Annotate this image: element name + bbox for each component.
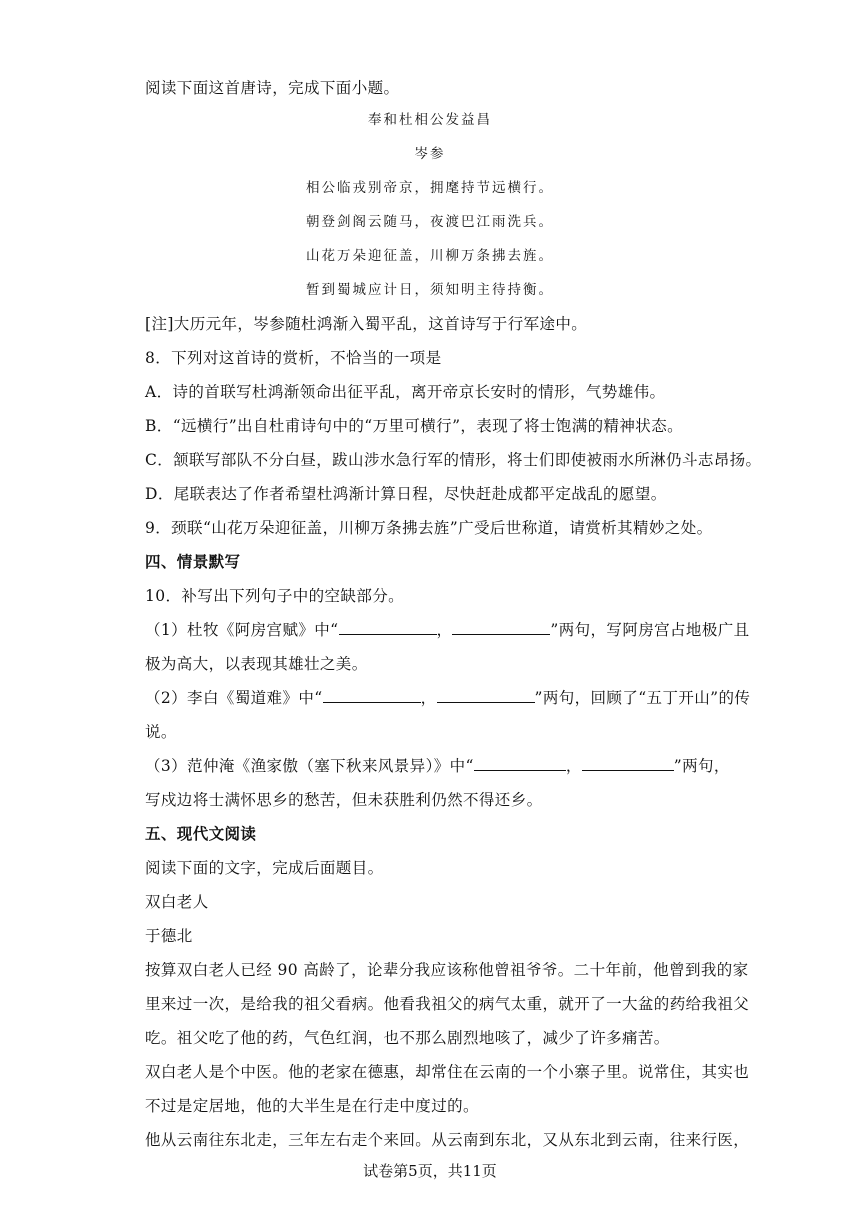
section-heading: 五、现代文阅读 xyxy=(145,824,257,843)
item-text: ”两句，写阿房宫占地极广且 xyxy=(550,621,750,639)
question-10-item-2 xyxy=(145,686,750,708)
answer-blank[interactable] xyxy=(437,688,535,703)
question-8-stem: 8．下列对这首诗的赏析，不恰当的一项是 xyxy=(145,349,442,367)
poem-line: 山花万朵迎征盖，川柳万条拂去旌。 xyxy=(306,248,554,264)
question-8-option-a: A．诗的首联写杜鸿渐领命出征平乱，离开帝京长安时的情形，气势雄伟。 xyxy=(145,383,666,401)
answer-blank[interactable] xyxy=(474,756,566,771)
item-text: （1）杜牧《阿房宫赋》中“ xyxy=(145,621,339,639)
article-paragraph-line: 双白老人是个中医。他的老家在德惠，却常住在云南的一个小寨子里。说常住，其实也 xyxy=(145,1063,750,1081)
article-paragraph-line: 吃。祖父吃了他的药，气色红润，也不那么剧烈地咳了，减少了许多痛苦。 xyxy=(145,1029,670,1047)
page-footer: 试卷第5页，共11页 xyxy=(363,1162,497,1180)
item-text: ”两句，回顾了“五丁开山”的传 xyxy=(534,689,751,707)
poem-line: 朝登剑阁云随马，夜渡巴江雨洗兵。 xyxy=(306,214,554,230)
question-8-option-c: C．颔联写部队不分白昼，跋山涉水急行军的情形，将士们即使被雨水所淋仍斗志昂扬。 xyxy=(145,451,762,469)
item-separator: ， xyxy=(565,757,582,775)
article-paragraph-line: 里来过一次，是给我的祖父看病。他看我祖父的病气太重，就开了一大盆的药给我祖父 xyxy=(145,995,750,1013)
section-heading: 四、情景默写 xyxy=(145,552,241,571)
answer-blank[interactable] xyxy=(452,620,550,635)
question-10-item-2-cont: 说。 xyxy=(145,723,177,741)
question-9: 9．颈联“山花万朵迎征盖，川柳万条拂去旌”广受后世称道，请赏析其精妙之处。 xyxy=(145,519,713,537)
article-paragraph-line: 按算双白老人已经 90 高龄了，论辈分我应该称他曾祖爷爷。二十年前，他曾到我的家 xyxy=(145,961,749,979)
answer-blank[interactable] xyxy=(323,688,421,703)
poem-author: 岑参 xyxy=(414,146,446,162)
question-10-item-3 xyxy=(145,754,730,776)
article-paragraph-line: 他从云南往东北走，三年左右走个来回。从云南到东北，又从东北到云南，往来行医， xyxy=(145,1131,750,1149)
question-8-option-b: B．“远横行”出自杜甫诗句中的“万里可横行”，表现了将士饱满的精神状态。 xyxy=(145,417,683,435)
poem-note: [注]大历元年，岑参随杜鸿渐入蜀平乱，这首诗写于行军途中。 xyxy=(145,315,588,333)
reading-instruction: 阅读下面这首唐诗，完成下面小题。 xyxy=(145,79,400,97)
question-10-stem: 10．补写出下列句子中的空缺部分。 xyxy=(145,587,405,605)
question-8-option-d: D．尾联表达了作者希望杜鸿渐计算日程，尽快赶赴成都平定战乱的愿望。 xyxy=(145,485,667,503)
answer-blank[interactable] xyxy=(582,756,674,771)
item-separator: ， xyxy=(420,689,437,707)
item-separator: ， xyxy=(436,621,453,639)
item-text: （2）李白《蜀道难》中“ xyxy=(145,689,323,707)
question-10-item-1-cont: 极为高大，以表现其雄壮之美。 xyxy=(145,655,368,673)
reading-instruction: 阅读下面的文字，完成后面题目。 xyxy=(145,859,384,877)
poem-title: 奉和杜相公发益昌 xyxy=(368,112,492,128)
answer-blank[interactable] xyxy=(339,620,437,635)
article-author: 于德北 xyxy=(145,927,193,945)
article-title: 双白老人 xyxy=(145,893,209,911)
item-text: （3）范仲淹《渔家傲（塞下秋来风景异）》中“ xyxy=(145,757,474,775)
article-paragraph-line: 不过是定居地，他的大半生是在行走中度过的。 xyxy=(145,1097,479,1115)
item-text: ”两句， xyxy=(673,757,730,775)
poem-line: 暂到蜀城应计日，须知明主待持衡。 xyxy=(306,282,554,298)
question-10-item-3-cont: 写戍边将士满怀思乡的愁苦，但未获胜利仍然不得还乡。 xyxy=(145,791,543,809)
question-10-item-1 xyxy=(145,618,750,640)
poem-line: 相公临戎别帝京，拥麾持节远横行。 xyxy=(306,180,554,196)
